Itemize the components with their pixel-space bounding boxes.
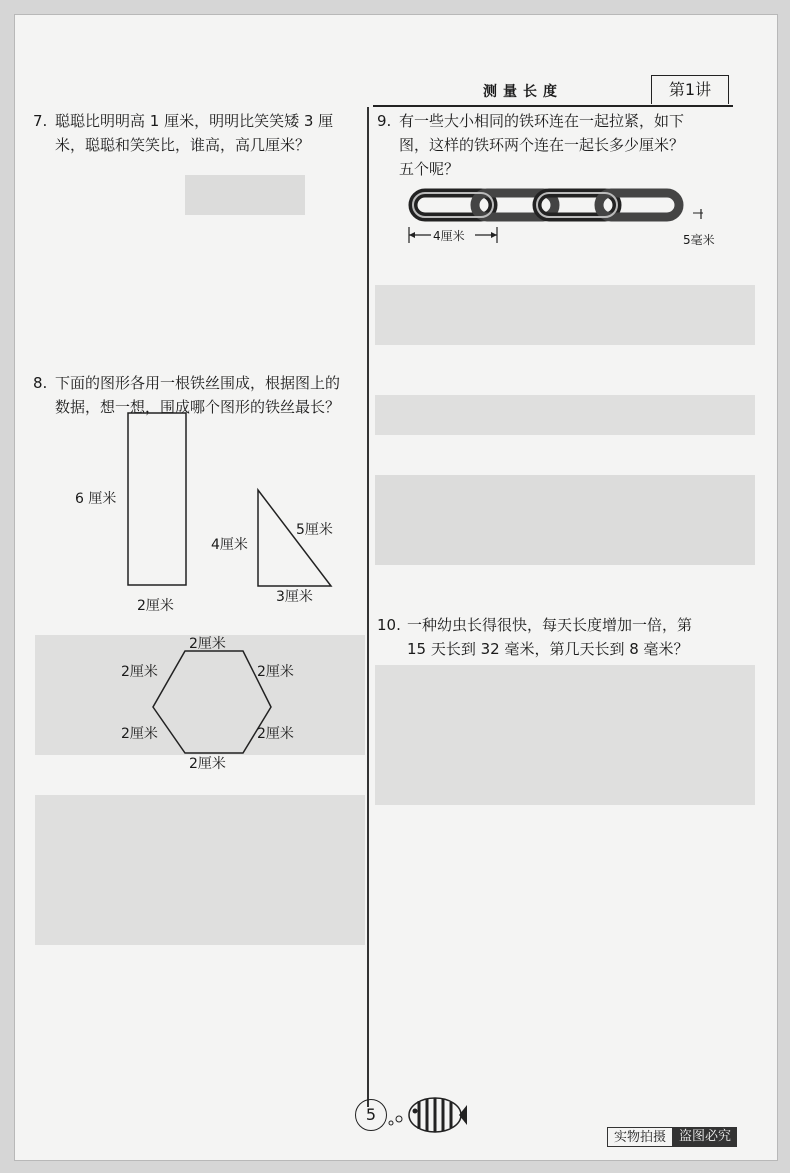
question-number: 10. (377, 616, 401, 634)
hexagon-top-label: 2厘米 (189, 636, 226, 652)
chain-thickness-label: 5毫米 (683, 233, 715, 247)
question-number: 8. (33, 374, 48, 392)
rectangle-shape (128, 413, 186, 585)
question-number: 7. (33, 112, 48, 130)
question-text-line: 米，聪聪和笑笑比，谁高，高几厘米？ (55, 136, 311, 154)
hexagon-upper-left-label: 2厘米 (121, 664, 158, 680)
question-text-line: 五个呢？ (399, 160, 460, 178)
workbook-page (14, 14, 778, 1161)
question-text-line: 数据，想一想，围成哪个图形的铁丝最长？ (55, 398, 341, 416)
question-text-line: 下面的图形各用一根铁丝围成，根据图上的 (55, 374, 341, 392)
chain-links (413, 193, 679, 217)
question-text-line: 一种幼虫长得很快，每天长度增加一倍，第 (407, 616, 693, 634)
hexagon-bottom-label: 2厘米 (189, 756, 226, 772)
question-text-line: 图，这样的铁环两个连在一起长多少厘米？ (399, 136, 685, 154)
triangle-hypotenuse-label: 5厘米 (296, 522, 333, 538)
chain-length-label: 4厘米 (433, 229, 465, 243)
copyright-stamp (607, 1127, 737, 1147)
chain-figure (395, 183, 725, 263)
question-10 (377, 613, 767, 661)
question-text-line: 有一些大小相同的铁环连在一起拉紧，如下 (399, 112, 685, 130)
hexagon-shape (153, 651, 271, 753)
lesson-tab: 第1讲 (651, 75, 729, 104)
question-text-line: 15 天长到 32 毫米，第几天长到 8 毫米？ (407, 640, 689, 658)
hexagon-upper-right-label: 2厘米 (257, 664, 294, 680)
header-rule (373, 105, 733, 107)
triangle-leg-label: 4厘米 (211, 537, 248, 553)
page-number: 5 (355, 1099, 387, 1131)
fish-icon (387, 1091, 467, 1135)
stamp-left-text: 实物拍摄 (607, 1127, 673, 1147)
rectangle-width-label: 2厘米 (137, 598, 174, 614)
stamp-right-text: 盗图必究 (673, 1127, 737, 1147)
question-number: 9. (377, 112, 392, 130)
hexagon-lower-right-label: 2厘米 (257, 726, 294, 742)
shape-figures (15, 15, 375, 795)
chain-link (599, 193, 679, 217)
hexagon-lower-left-label: 2厘米 (121, 726, 158, 742)
chapter-title: 测量长度 (483, 84, 563, 100)
question-text-line: 聪聪比明明高 1 厘米，明明比笑笑矮 3 厘 (55, 112, 334, 130)
question-9 (377, 109, 767, 181)
triangle-base-label: 3厘米 (276, 589, 313, 605)
rectangle-height-label: 6 厘米 (75, 491, 117, 507)
